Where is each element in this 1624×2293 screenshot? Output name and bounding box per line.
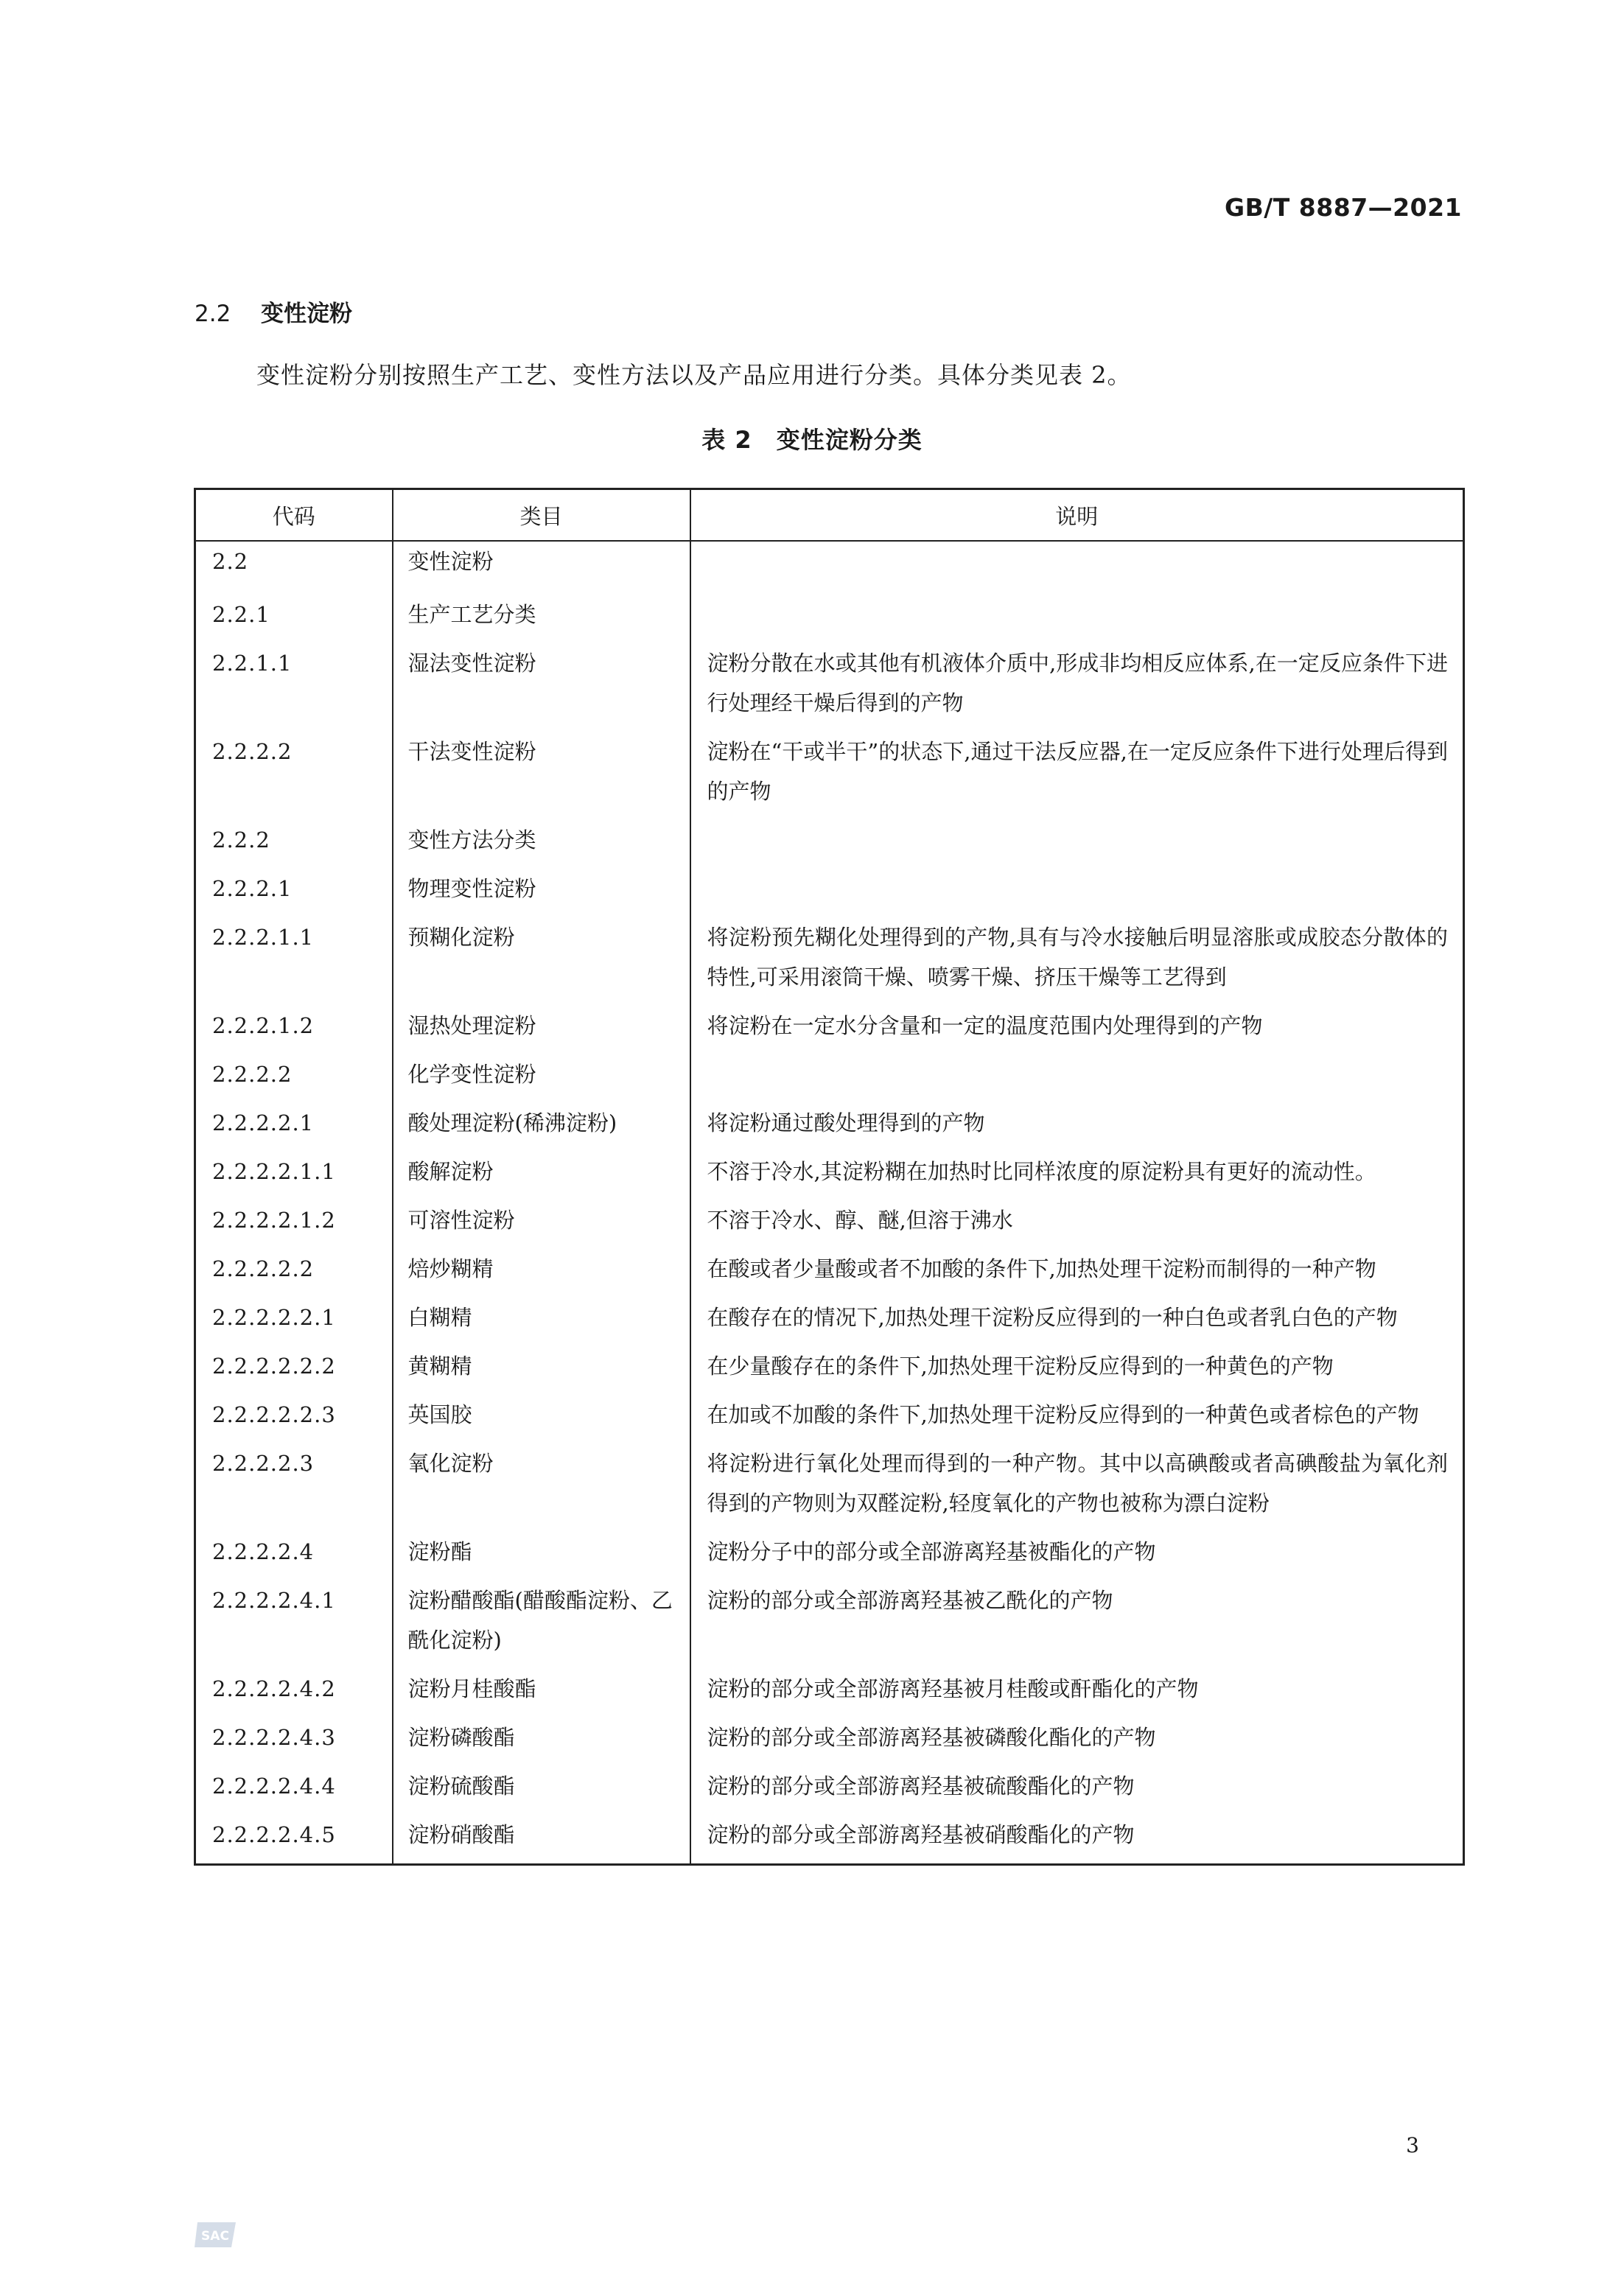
table-header-row (195, 489, 1464, 542)
cell-description: 将淀粉进行氧化处理而得到的一种产物。其中以高碘酸或者高碘酸盐为氧化剂得到的产物则为双醛淀粉,轻度氧化的产物也被称为漂白淀粉 (690, 1443, 1464, 1532)
table-row (195, 1580, 1464, 1669)
table-title: 表 2 变性淀粉分类 (701, 426, 923, 454)
cell-category: 可溶性淀粉 (393, 1200, 690, 1249)
table-row (195, 1006, 1464, 1054)
cell-description: 淀粉的部分或全部游离羟基被月桂酸或酐酯化的产物 (690, 1669, 1464, 1718)
header-category: 类目 (393, 489, 690, 542)
cell-code: 2.2.2.1.2 (212, 1013, 315, 1038)
section-number: 2.2 (195, 301, 231, 327)
cell-code: 2.2.2.2.2.1 (212, 1305, 336, 1330)
cell-description: 将淀粉通过酸处理得到的产物 (690, 1103, 1464, 1152)
cell-category: 英国胶 (393, 1395, 690, 1443)
cell-category: 淀粉硝酸酯 (393, 1815, 690, 1865)
header-code: 代码 (195, 489, 393, 542)
cell-code: 2.2.2.2.4.1 (212, 1588, 336, 1613)
cell-code: 2.2.2.2.4.4 (212, 1774, 336, 1799)
cell-category: 化学变性淀粉 (393, 1054, 690, 1103)
table-row (195, 1346, 1464, 1395)
table-row (195, 1298, 1464, 1346)
table-row (195, 1815, 1464, 1865)
cell-category: 干法变性淀粉 (393, 732, 690, 820)
cell-category: 预糊化淀粉 (393, 917, 690, 1006)
table-row (195, 1532, 1464, 1580)
table-row (195, 590, 1464, 643)
cell-description: 淀粉分子中的部分或全部游离羟基被酯化的产物 (690, 1532, 1464, 1580)
cell-code: 2.2.2.2 (212, 1062, 293, 1087)
cell-description: 不溶于冷水,其淀粉糊在加热时比同样浓度的原淀粉具有更好的流动性。 (690, 1152, 1464, 1200)
cell-category: 淀粉硫酸酯 (393, 1766, 690, 1815)
cell-code: 2.2.2.2.1 (212, 1110, 315, 1135)
cell-code: 2.2.2.2.2 (212, 1256, 315, 1281)
table-row (195, 1718, 1464, 1766)
cell-description: 将淀粉预先糊化处理得到的产物,具有与冷水接触后明显溶胀或成胶态分散体的特性,可采用滚筒干燥、喷雾干燥、挤压干燥等工艺得到 (690, 917, 1464, 1006)
cell-code: 2.2.2.2 (212, 739, 293, 764)
cell-category: 黄糊精 (393, 1346, 690, 1395)
table-row (195, 1766, 1464, 1815)
cell-category: 淀粉月桂酸酯 (393, 1669, 690, 1718)
intro-paragraph: 变性淀粉分别按照生产工艺、变性方法以及产品应用进行分类。具体分类见表 2。 (256, 361, 1132, 389)
cell-description: 淀粉的部分或全部游离羟基被磷酸化酯化的产物 (690, 1718, 1464, 1766)
cell-category: 变性淀粉 (393, 541, 690, 590)
cell-code: 2.2.2.2.4.2 (212, 1676, 336, 1701)
cell-code: 2.2.2.2.4.3 (212, 1725, 336, 1750)
table-row (195, 820, 1464, 869)
cell-category: 酸解淀粉 (393, 1152, 690, 1200)
cell-category: 淀粉磷酸酯 (393, 1718, 690, 1766)
cell-code: 2.2.2.1.1 (212, 925, 315, 950)
table-row (195, 732, 1464, 820)
cell-category: 酸处理淀粉(稀沸淀粉) (393, 1103, 690, 1152)
cell-description: 淀粉在“干或半干”的状态下,通过干法反应器,在一定反应条件下进行处理后得到的产物 (690, 732, 1464, 820)
cell-category: 氧化淀粉 (393, 1443, 690, 1532)
header-description: 说明 (690, 489, 1464, 542)
table-row (195, 1249, 1464, 1298)
table-row (195, 1054, 1464, 1103)
cell-description: 淀粉分散在水或其他有机液体介质中,形成非均相反应体系,在一定反应条件下进行处理经干燥后得到的产物 (690, 643, 1464, 732)
table-body (195, 541, 1464, 1865)
cell-category: 湿法变性淀粉 (393, 643, 690, 732)
table-row (195, 1152, 1464, 1200)
cell-code: 2.2.2.2.1.2 (212, 1208, 336, 1233)
table-row (195, 1669, 1464, 1718)
cell-category: 焙炒糊精 (393, 1249, 690, 1298)
cell-description: 将淀粉在一定水分含量和一定的温度范围内处理得到的产物 (690, 1006, 1464, 1054)
table-row (195, 869, 1464, 917)
classification-table (194, 488, 1465, 1866)
cell-code: 2.2 (212, 549, 249, 574)
cell-code: 2.2.2 (212, 827, 270, 853)
cell-code: 2.2.1 (212, 602, 270, 627)
cell-category: 淀粉酯 (393, 1532, 690, 1580)
cell-category: 变性方法分类 (393, 820, 690, 869)
table-row (195, 643, 1464, 732)
cell-category: 湿热处理淀粉 (393, 1006, 690, 1054)
cell-category: 生产工艺分类 (393, 590, 690, 643)
cell-code: 2.2.2.2.3 (212, 1451, 315, 1476)
cell-code: 2.2.2.1 (212, 876, 293, 901)
cell-code: 2.2.2.2.1.1 (212, 1159, 336, 1184)
cell-description: 在酸或者少量酸或者不加酸的条件下,加热处理干淀粉而制得的一种产物 (690, 1249, 1464, 1298)
cell-code: 2.2.1.1 (212, 651, 293, 676)
section-title: 变性淀粉 (261, 301, 352, 327)
table-row (195, 1200, 1464, 1249)
cell-description: 淀粉的部分或全部游离羟基被硝酸酯化的产物 (690, 1815, 1464, 1865)
cell-code: 2.2.2.2.2.3 (212, 1402, 336, 1427)
cell-code: 2.2.2.2.4 (212, 1539, 315, 1564)
table-row (195, 917, 1464, 1006)
cell-description: 在酸存在的情况下,加热处理干淀粉反应得到的一种白色或者乳白色的产物 (690, 1298, 1464, 1346)
cell-description: 淀粉的部分或全部游离羟基被硫酸酯化的产物 (690, 1766, 1464, 1815)
table-row (195, 1103, 1464, 1152)
cell-code: 2.2.2.2.4.5 (212, 1822, 336, 1847)
cell-description: 淀粉的部分或全部游离羟基被乙酰化的产物 (690, 1580, 1464, 1669)
standard-number: GB/T 8887—2021 (1225, 193, 1462, 222)
table-row (195, 1395, 1464, 1443)
cell-description (690, 820, 1464, 869)
cell-description: 在加或不加酸的条件下,加热处理干淀粉反应得到的一种黄色或者棕色的产物 (690, 1395, 1464, 1443)
cell-code: 2.2.2.2.2.2 (212, 1354, 336, 1379)
sac-logo (193, 2219, 239, 2250)
page-number: 3 (1406, 2133, 1419, 2157)
table-row (195, 1443, 1464, 1532)
cell-category: 淀粉醋酸酯(醋酸酯淀粉、乙酰化淀粉) (393, 1580, 690, 1669)
cell-description: 在少量酸存在的条件下,加热处理干淀粉反应得到的一种黄色的产物 (690, 1346, 1464, 1395)
cell-description (690, 541, 1464, 590)
cell-description (690, 1054, 1464, 1103)
cell-category: 物理变性淀粉 (393, 869, 690, 917)
cell-description (690, 869, 1464, 917)
cell-description (690, 590, 1464, 643)
table-row (195, 541, 1464, 590)
cell-category: 白糊精 (393, 1298, 690, 1346)
sac-logo-text: SAC (201, 2229, 229, 2244)
cell-description: 不溶于冷水、醇、醚,但溶于沸水 (690, 1200, 1464, 1249)
section-heading (195, 295, 352, 328)
